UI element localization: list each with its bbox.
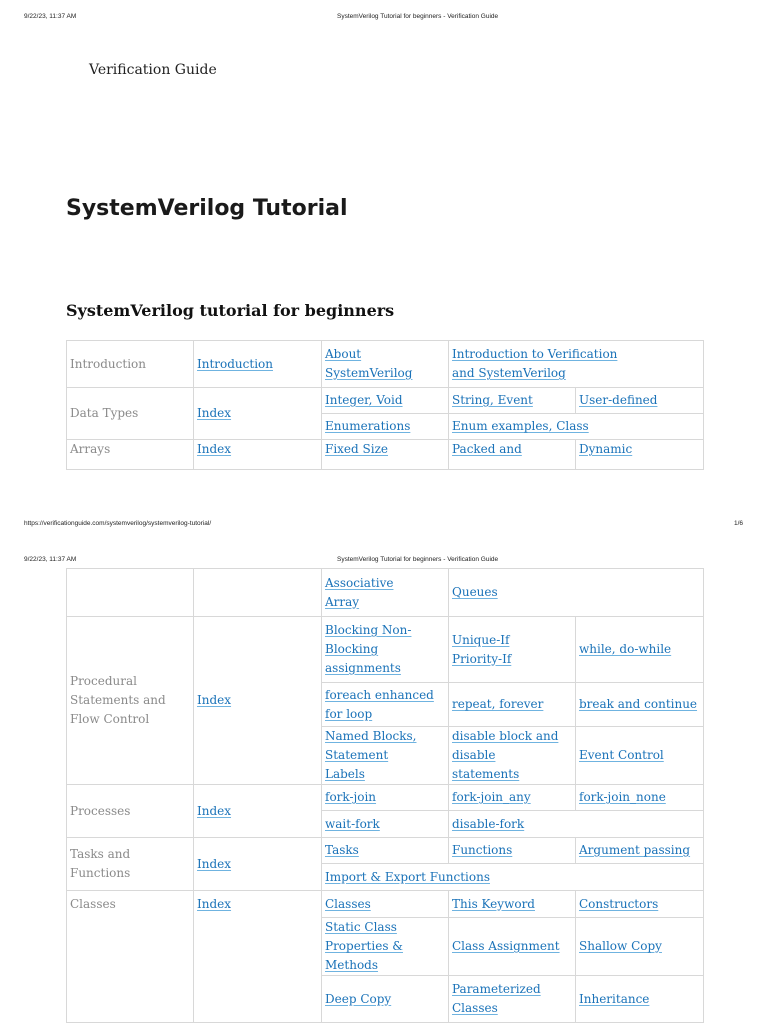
row-label-data-types: Data Types <box>67 388 194 440</box>
link-associative-array[interactable]: Associative Array <box>325 575 394 609</box>
link-fixed-size[interactable]: Fixed Size <box>325 442 389 456</box>
link-static-class[interactable]: Static Class Properties & Methods <box>325 920 403 972</box>
link-inheritance[interactable]: Inheritance <box>579 991 650 1006</box>
link-tasks[interactable]: Tasks <box>325 843 359 857</box>
link-class-assignment[interactable]: Class Assignment <box>452 939 560 953</box>
link-classes-index[interactable]: Index <box>197 897 232 911</box>
link-about-systemverilog[interactable]: About SystemVerilog <box>325 347 413 380</box>
link-procedural-index[interactable]: Index <box>197 693 232 707</box>
link-classes[interactable]: Classes <box>325 896 371 911</box>
row-label-introduction: Introduction <box>67 341 194 388</box>
link-this-keyword[interactable]: This Keyword <box>452 896 535 911</box>
link-named-blocks[interactable]: Named Blocks, Statement Labels <box>325 729 417 781</box>
tutorial-table-part1 <box>66 340 706 456</box>
link-fork-join-none[interactable]: fork-join_none <box>579 790 666 804</box>
link-processes-index[interactable]: Index <box>197 803 232 818</box>
link-deep-copy[interactable]: Deep Copy <box>325 991 392 1006</box>
print-datetime-2: 9/22/23, 11:37 AM <box>24 556 77 563</box>
link-break-continue[interactable]: break and continue <box>579 697 698 711</box>
row-label-tasks-functions: Tasks and Functions <box>67 838 194 891</box>
page-title: SystemVerilog Tutorial <box>66 196 348 221</box>
print-page-title-2: SystemVerilog Tutorial for beginners - Verification Guide <box>337 556 499 563</box>
link-parameterized-classes[interactable]: Parameterized Classes <box>452 982 541 1015</box>
row-label-processes: Processes <box>67 785 194 838</box>
link-argument-passing[interactable]: Argument passing <box>579 843 691 857</box>
print-page-number: 1/6 <box>734 520 744 527</box>
link-repeat-forever[interactable]: repeat, forever <box>452 697 544 711</box>
tutorial-table-part2 <box>66 569 706 1015</box>
link-user-defined[interactable]: User-defined <box>579 393 658 407</box>
link-introduction[interactable]: Introduction <box>197 356 273 371</box>
link-enum-examples[interactable]: Enum examples, Class <box>452 419 589 433</box>
link-arrays-index[interactable]: Index <box>197 442 232 456</box>
link-wait-fork[interactable]: wait-fork <box>325 816 380 831</box>
link-dynamic[interactable]: Dynamic <box>579 442 633 456</box>
link-disable-fork[interactable]: disable-fork <box>452 816 525 831</box>
print-url: https://verificationguide.com/systemverilog/systemverilog-tutorial/ <box>24 520 212 527</box>
link-enumerations[interactable]: Enumerations <box>325 419 411 433</box>
link-fork-join-any[interactable]: fork-join_any <box>452 790 531 804</box>
link-unique-priority-if[interactable]: Unique-If Priority-If <box>452 632 512 666</box>
site-name[interactable]: Verification Guide <box>89 62 217 78</box>
link-blocking-nonblocking[interactable]: Blocking Non-Blocking assignments <box>325 623 412 675</box>
link-string-event[interactable]: String, Event <box>452 393 533 407</box>
section-title: SystemVerilog tutorial for beginners <box>66 301 395 320</box>
link-event-control[interactable]: Event Control <box>579 748 664 762</box>
row-label-arrays: Arrays <box>67 440 194 470</box>
link-constructors[interactable]: Constructors <box>579 896 659 911</box>
row-label-classes: Classes <box>67 891 194 1023</box>
link-shallow-copy[interactable]: Shallow Copy <box>579 939 662 953</box>
print-datetime: 9/22/23, 11:37 AM <box>24 13 77 20</box>
link-disable-block[interactable]: disable block and disable statements <box>452 729 559 781</box>
link-foreach[interactable]: foreach enhanced for loop <box>325 687 434 721</box>
link-packed-and[interactable]: Packed and <box>452 442 522 456</box>
print-page-title: SystemVerilog Tutorial for beginners - Verification Guide <box>337 13 499 20</box>
link-tasks-index[interactable]: Index <box>197 856 232 871</box>
link-queues[interactable]: Queues <box>452 585 498 599</box>
link-fork-join[interactable]: fork-join <box>325 790 377 804</box>
link-import-export[interactable]: Import & Export Functions <box>325 869 490 884</box>
link-integer-void[interactable]: Integer, Void <box>325 393 403 407</box>
link-data-types-index[interactable]: Index <box>197 406 232 420</box>
link-functions[interactable]: Functions <box>452 843 513 857</box>
row-label-procedural: Procedural Statements and Flow Control <box>67 617 194 785</box>
link-while-do-while[interactable]: while, do-while <box>579 642 672 656</box>
link-intro-verification[interactable]: Introduction to Verification and SystemVerilog <box>452 347 618 380</box>
